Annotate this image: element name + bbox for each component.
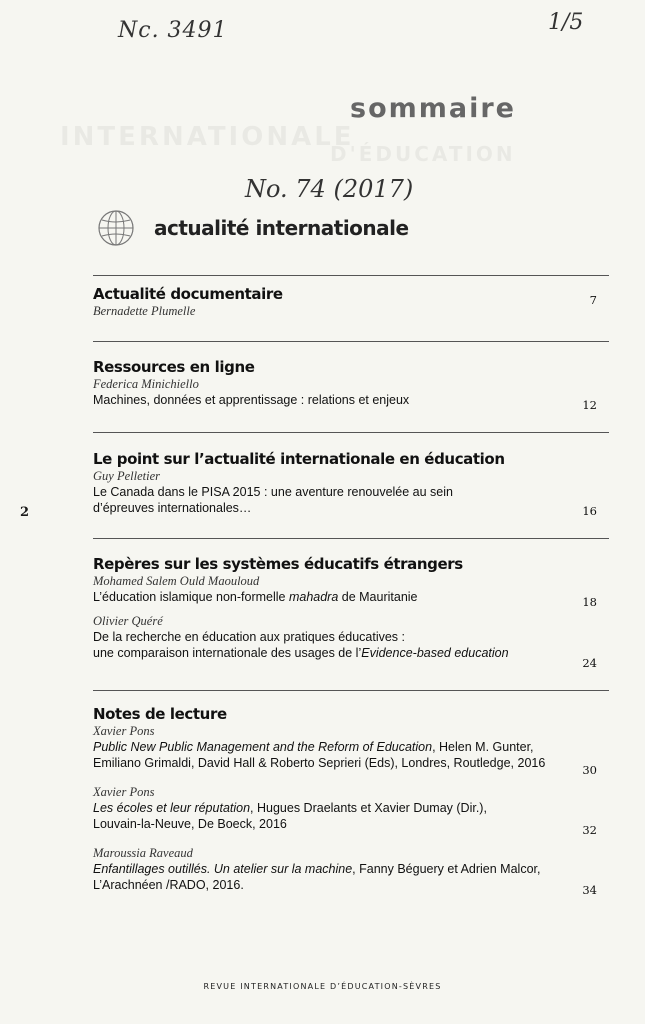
- desc-italic: mahadra: [288, 590, 339, 604]
- bleed-through-text: INTERNATIONALE: [60, 122, 355, 152]
- handwritten-ref-number: Nc. 3491: [118, 18, 228, 43]
- page-number: 12: [582, 398, 597, 412]
- toc-entry[interactable]: [93, 358, 613, 412]
- review-item[interactable]: [93, 785, 613, 832]
- entry-author: Bernadette Plumelle: [93, 304, 196, 318]
- review-author: Maroussia Raveaud: [93, 846, 193, 860]
- page-number: 34: [582, 883, 597, 897]
- desc-text: une comparaison internationale des usages de l’: [93, 646, 362, 660]
- page-number: 32: [582, 823, 597, 837]
- journal-footer: REVUE INTERNATIONALE D’ÉDUCATION-SÈVRES: [203, 982, 442, 991]
- handwritten-issue-number: No. 74 (2017): [245, 175, 414, 203]
- entry-heading: Repères sur les systèmes éducatifs étrangers: [93, 555, 463, 573]
- divider: [93, 341, 609, 342]
- divider: [93, 432, 609, 433]
- review-author: Xavier Pons: [93, 785, 155, 799]
- review-item[interactable]: [93, 846, 613, 893]
- review-author: Xavier Pons: [93, 724, 155, 738]
- page-number: 24: [582, 656, 597, 670]
- review-details: , Helen M. Gunter,: [432, 740, 534, 754]
- page-number: 30: [582, 763, 597, 777]
- bleed-through-text: D'ÉDUCATION: [330, 142, 516, 166]
- section-header: [96, 208, 409, 248]
- review-details: L’Arachnéen /RADO, 2016.: [93, 878, 244, 892]
- globe-icon: [96, 208, 136, 248]
- page-number: 7: [589, 293, 597, 307]
- entry-heading: Le point sur l’actualité internationale en éducation: [93, 450, 505, 468]
- entry-description: Le Canada dans le PISA 2015 : une aventure renouvelée au sein: [93, 485, 453, 499]
- entry-author: Federica Minichiello: [93, 377, 199, 391]
- entry-author: Guy Pelletier: [93, 469, 160, 483]
- entry-description: d’épreuves internationales…: [93, 501, 252, 515]
- divider: [93, 538, 609, 539]
- entry-author: Olivier Quéré: [93, 614, 163, 628]
- toc-entry[interactable]: [93, 285, 613, 319]
- page-number: 18: [582, 595, 597, 609]
- entry-description: Machines, données et apprentissage : relations et enjeux: [93, 393, 410, 407]
- review-title-line: [93, 800, 613, 816]
- entry-heading: Notes de lecture: [93, 705, 227, 723]
- toc-entry[interactable]: [93, 555, 613, 670]
- desc-text: de Mauritanie: [338, 590, 418, 604]
- review-details: Louvain-la-Neuve, De Boeck, 2016: [93, 817, 287, 831]
- page-number: 16: [582, 504, 597, 518]
- section-title: actualité internationale: [154, 216, 409, 240]
- review-details: , Hugues Draelants et Xavier Dumay (Dir.),: [250, 801, 487, 815]
- review-details: , Fanny Béguery et Adrien Malcor,: [352, 862, 541, 876]
- entry-heading: Actualité documentaire: [93, 285, 283, 303]
- desc-text: L’éducation islamique non-formelle: [93, 590, 289, 604]
- entry-description: [93, 645, 613, 661]
- toc-entry[interactable]: [93, 450, 613, 516]
- divider: [93, 690, 609, 691]
- entry-description: De la recherche en éducation aux pratiques éducatives :: [93, 630, 405, 644]
- page-title: sommaire: [350, 93, 516, 124]
- entry-description: [93, 589, 613, 605]
- divider: [93, 275, 609, 276]
- review-title: Public New Public Management and the Reform of Education: [93, 740, 433, 754]
- review-details: Emiliano Grimaldi, David Hall & Roberto Seprieri (Eds), Londres, Routledge, 2016: [93, 756, 546, 770]
- entry-author: Mohamed Salem Ould Maouloud: [93, 574, 260, 588]
- review-item[interactable]: [93, 724, 613, 771]
- left-page-number: 2: [20, 505, 30, 520]
- review-title-line: [93, 739, 613, 755]
- review-title: Enfantillages outillés. Un atelier sur la machine: [93, 862, 353, 876]
- desc-italic: Evidence-based education: [361, 646, 509, 660]
- handwritten-fraction: 1/5: [548, 10, 584, 35]
- review-title: Les écoles et leur réputation: [93, 801, 251, 815]
- review-title-line: [93, 861, 613, 877]
- toc-entry[interactable]: [93, 705, 613, 897]
- entry-heading: Ressources en ligne: [93, 358, 255, 376]
